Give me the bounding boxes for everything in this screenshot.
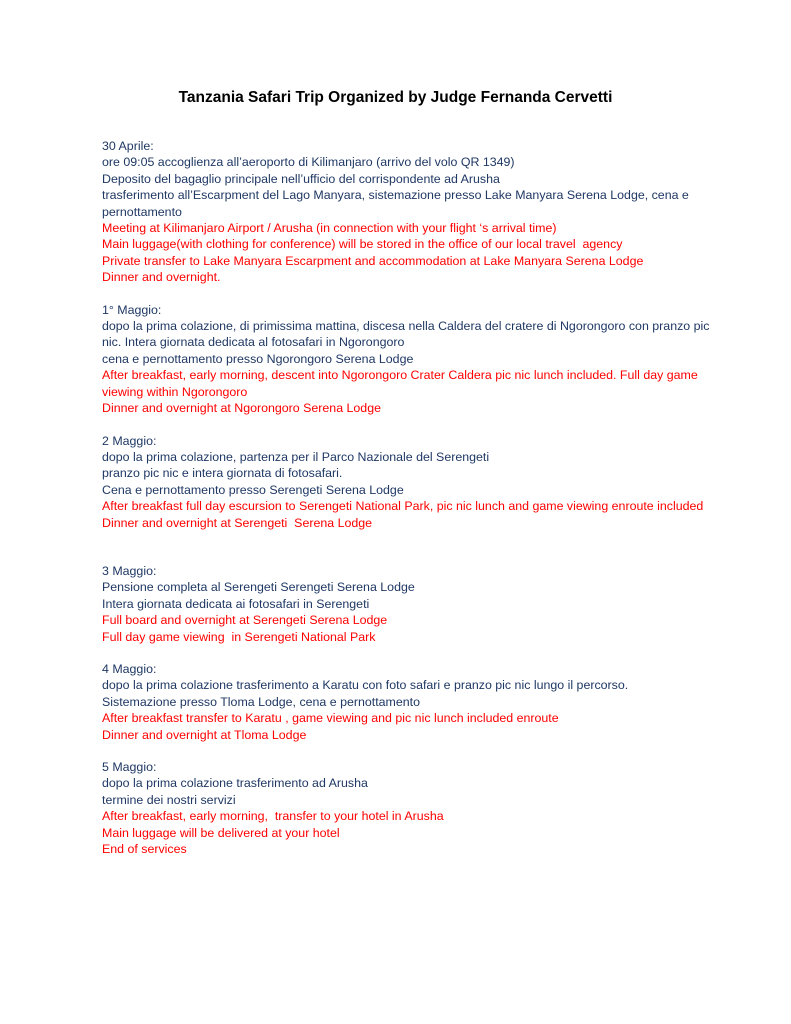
english-line: Dinner and overnight at Tloma Lodge [102, 727, 307, 742]
italian-line: dopo la prima colazione trasferimento a Karatu con foto safari e pranzo pic nic lungo il percorso. [102, 678, 629, 693]
day-section-3-maggio [102, 563, 722, 645]
italian-line: Intera giornata dedicata ai fotosafari in Serengeti [102, 596, 370, 611]
italian-line: dopo la prima colazione, di primissima mattina, discesa nella Caldera del cratere di Ngorongoro con pranzo pic nic. Intera giornata dedicata al fotosafari in Ngorongoro [102, 319, 713, 350]
italian-line: dopo la prima colazione trasferimento ad Arusha [102, 776, 368, 791]
italian-line: cena e pernottamento presso Ngorongoro Serena Lodge [102, 351, 414, 366]
day-heading: 1° Maggio: [102, 302, 162, 317]
english-line: Main luggage will be delivered at your hotel [102, 825, 340, 840]
day-heading: 2 Maggio: [102, 433, 157, 448]
english-line: Dinner and overnight at Serengeti Serena Lodge [102, 515, 373, 530]
english-line: After breakfast, early morning, descent into Ngorongoro Crater Caldera pic nic lunch included. Full day game viewing within Ngorongoro [102, 368, 702, 399]
italian-line: ore 09:05 accoglienza all’aeroporto di Kilimanjaro (arrivo del volo QR 1349) [102, 155, 515, 170]
day-section-4-maggio [102, 661, 722, 743]
page-title: Tanzania Safari Trip Organized by Judge Fernanda Cervetti [178, 89, 613, 106]
day-heading: 30 Aprile: [102, 139, 154, 153]
day-heading: 4 Maggio: [102, 661, 157, 676]
english-line: Dinner and overnight at Ngorongoro Serena Lodge [102, 401, 381, 416]
english-line: Full day game viewing in Serengeti National Park [102, 629, 376, 644]
italian-line: Pensione completa al Serengeti Serengeti Serena Lodge [102, 580, 415, 595]
english-line: Main luggage(with clothing for conference) will be stored in the office of our local travel agency [102, 237, 623, 252]
english-line: Full board and overnight at Serengeti Serena Lodge [102, 613, 388, 628]
day-section-5-maggio [102, 759, 722, 857]
italian-line: Deposito del bagaglio principale nell’ufficio del corrispondente ad Arusha [102, 171, 500, 186]
english-line: End of services [102, 842, 187, 857]
day-section-30-aprile [102, 138, 722, 286]
day-heading: 3 Maggio: [102, 563, 157, 578]
italian-line: Cena e pernottamento presso Serengeti Serena Lodge [102, 482, 404, 497]
day-section-1-maggio [102, 302, 722, 417]
italian-line: dopo la prima colazione, partenza per il Parco Nazionale del Serengeti [102, 449, 490, 464]
italian-line: pranzo pic nic e intera giornata di fotosafari. [102, 466, 343, 481]
english-line: After breakfast transfer to Karatu , game viewing and pic nic lunch included enroute [102, 711, 559, 726]
english-line: Meeting at Kilimanjaro Airport / Arusha (in connection with your flight ‘s arrival time) [102, 221, 557, 236]
day-heading: 5 Maggio: [102, 760, 157, 774]
itinerary [102, 138, 722, 857]
english-line: After breakfast, early morning, transfer to your hotel in Arusha [102, 809, 444, 824]
italian-line: termine dei nostri servizi [102, 792, 236, 807]
english-line: Dinner and overnight. [102, 270, 221, 285]
day-section-2-maggio [102, 433, 722, 531]
italian-line: Sistemazione presso Tloma Lodge, cena e pernottamento [102, 694, 420, 709]
english-line: Private transfer to Lake Manyara Escarpment and accommodation at Lake Manyara Serena Lodge [102, 253, 644, 268]
italian-line: trasferimento all’Escarpment del Lago Manyara, sistemazione presso Lake Manyara Serena Lodge, cena e pernottamento [102, 188, 693, 219]
english-line: After breakfast full day escursion to Serengeti National Park, pic nic lunch and game viewing enroute included [102, 499, 704, 514]
